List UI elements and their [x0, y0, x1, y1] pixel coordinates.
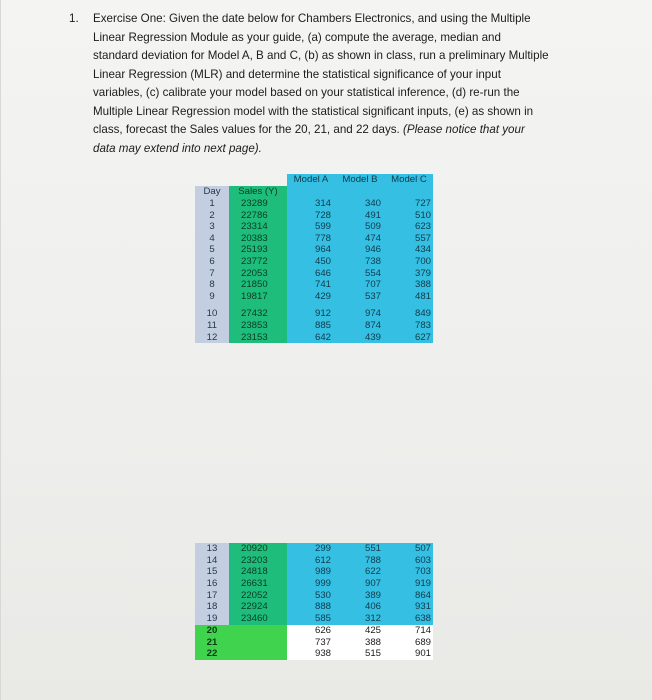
day-cell: 17 [195, 590, 229, 602]
sales-cell [229, 648, 287, 660]
sales-cell: 24818 [229, 566, 287, 578]
model-c-cell: 714 [385, 625, 433, 637]
model-a-cell: 778 [287, 233, 335, 245]
model-a-cell: 299 [287, 543, 335, 555]
model-a-cell: 530 [287, 590, 335, 602]
table-row [195, 332, 433, 344]
model-c-cell: 623 [385, 221, 433, 233]
day-cell: 6 [195, 256, 229, 268]
day-cell: 12 [195, 332, 229, 344]
table-row [195, 268, 433, 280]
model-c-cell: 931 [385, 601, 433, 613]
table-row [195, 601, 433, 613]
model-c-cell: 703 [385, 566, 433, 578]
day-cell: 9 [195, 291, 229, 303]
day-cell: 3 [195, 221, 229, 233]
model-c-cell: 557 [385, 233, 433, 245]
model-b-cell: 974 [335, 308, 385, 320]
sales-cell: 23460 [229, 613, 287, 625]
model-a-cell: 646 [287, 268, 335, 280]
question-number: 1. [69, 12, 79, 25]
question-note: (Please notice that your data may extend into next page). [93, 123, 525, 155]
forecast-row [195, 625, 433, 637]
sales-cell [229, 625, 287, 637]
day-cell: 2 [195, 210, 229, 222]
forecast-rows [195, 625, 433, 660]
model-a-cell: 626 [287, 625, 335, 637]
day-cell: 11 [195, 320, 229, 332]
model-a-cell: 599 [287, 221, 335, 233]
model-a-cell: 938 [287, 648, 335, 660]
data-table-page-2 [195, 543, 433, 660]
model-c-cell: 689 [385, 637, 433, 649]
sales-cell: 22786 [229, 210, 287, 222]
sales-cell: 20920 [229, 543, 287, 555]
model-b-cell: 946 [335, 244, 385, 256]
header-model-c: Model C [385, 174, 433, 198]
day-cell: 13 [195, 543, 229, 555]
model-c-cell: 379 [385, 268, 433, 280]
day-cell: 20 [195, 625, 229, 637]
model-b-cell: 551 [335, 543, 385, 555]
table-row [195, 244, 433, 256]
table-row [195, 590, 433, 602]
day-cell: 7 [195, 268, 229, 280]
table-row [195, 543, 433, 555]
model-a-cell: 885 [287, 320, 335, 332]
day-cell: 8 [195, 279, 229, 291]
model-a-cell: 612 [287, 555, 335, 567]
model-b-cell: 622 [335, 566, 385, 578]
day-cell: 5 [195, 244, 229, 256]
table-row [195, 555, 433, 567]
question-text [93, 10, 549, 158]
model-b-cell: 515 [335, 648, 385, 660]
day-cell: 10 [195, 308, 229, 320]
model-b-cell: 388 [335, 637, 385, 649]
model-a-cell: 989 [287, 566, 335, 578]
model-a-cell: 450 [287, 256, 335, 268]
table-row [195, 578, 433, 590]
model-b-cell: 788 [335, 555, 385, 567]
table-row [195, 221, 433, 233]
model-c-cell: 434 [385, 244, 433, 256]
sales-cell: 23289 [229, 198, 287, 210]
sales-cell: 27432 [229, 308, 287, 320]
model-c-cell: 603 [385, 555, 433, 567]
model-b-cell: 389 [335, 590, 385, 602]
model-a-cell: 728 [287, 210, 335, 222]
header-day: Day [195, 186, 229, 198]
model-b-cell: 738 [335, 256, 385, 268]
table-row [195, 279, 433, 291]
sales-cell: 23772 [229, 256, 287, 268]
model-c-cell: 783 [385, 320, 433, 332]
model-c-cell: 864 [385, 590, 433, 602]
sales-cell: 19817 [229, 291, 287, 303]
model-b-cell: 312 [335, 613, 385, 625]
sales-cell: 20383 [229, 233, 287, 245]
exercise-question [69, 10, 549, 158]
sales-cell: 25193 [229, 244, 287, 256]
model-c-cell: 849 [385, 308, 433, 320]
model-a-cell: 912 [287, 308, 335, 320]
model-c-cell: 700 [385, 256, 433, 268]
day-cell: 22 [195, 648, 229, 660]
question-body: Exercise One: Given the date below for Chambers Electronics, and using the Multiple Linear Regression Module as your guide, (a) compute the average, median and standard deviation for Model A, B and C, (b) as shown in class, run a preliminary Multiple Linear Regression (MLR) and determine the statistical significance of your input variables, (c) calibrate your model based on your statistical inference, (d) re-run the Multiple Linear Regression model with the statistical significant inputs, (e) as shown in class, forecast the Sales values for the 20, 21, and 22 days. [93, 12, 549, 136]
model-c-cell: 901 [385, 648, 433, 660]
model-a-cell: 888 [287, 601, 335, 613]
table-row [195, 210, 433, 222]
sales-cell: 23203 [229, 555, 287, 567]
table-row [195, 233, 433, 245]
sales-cell: 23853 [229, 320, 287, 332]
forecast-row [195, 637, 433, 649]
sales-cell: 22053 [229, 268, 287, 280]
day-cell: 16 [195, 578, 229, 590]
day-cell: 14 [195, 555, 229, 567]
table-row [195, 291, 433, 303]
model-c-cell: 510 [385, 210, 433, 222]
sales-cell: 26631 [229, 578, 287, 590]
table-body [195, 198, 433, 343]
model-b-cell: 474 [335, 233, 385, 245]
sales-cell: 23314 [229, 221, 287, 233]
model-b-cell: 425 [335, 625, 385, 637]
table-row [195, 308, 433, 320]
model-c-cell: 638 [385, 613, 433, 625]
data-table-page-1 [195, 174, 433, 343]
model-c-cell: 919 [385, 578, 433, 590]
model-c-cell: 507 [385, 543, 433, 555]
model-b-cell: 537 [335, 291, 385, 303]
model-c-cell: 481 [385, 291, 433, 303]
model-c-cell: 727 [385, 198, 433, 210]
model-b-cell: 707 [335, 279, 385, 291]
day-cell: 15 [195, 566, 229, 578]
model-a-cell: 429 [287, 291, 335, 303]
table-row [195, 320, 433, 332]
model-b-cell: 406 [335, 601, 385, 613]
model-b-cell: 439 [335, 332, 385, 344]
table-row [195, 613, 433, 625]
table-body-continued [195, 543, 433, 625]
table-row [195, 256, 433, 268]
day-cell: 1 [195, 198, 229, 210]
model-b-cell: 509 [335, 221, 385, 233]
table-row [195, 198, 433, 210]
sales-cell: 22052 [229, 590, 287, 602]
sales-cell: 23153 [229, 332, 287, 344]
model-b-cell: 554 [335, 268, 385, 280]
day-cell: 21 [195, 637, 229, 649]
table-row [195, 566, 433, 578]
model-c-cell: 627 [385, 332, 433, 344]
model-a-cell: 737 [287, 637, 335, 649]
header-model-a: Model A [287, 174, 335, 198]
header-sales: Sales (Y) [229, 186, 287, 198]
model-a-cell: 999 [287, 578, 335, 590]
sales-cell: 21850 [229, 279, 287, 291]
model-a-cell: 741 [287, 279, 335, 291]
model-a-cell: 585 [287, 613, 335, 625]
day-cell: 4 [195, 233, 229, 245]
sales-cell [229, 637, 287, 649]
day-cell: 19 [195, 613, 229, 625]
sales-cell: 22924 [229, 601, 287, 613]
model-a-cell: 964 [287, 244, 335, 256]
forecast-row [195, 648, 433, 660]
model-b-cell: 874 [335, 320, 385, 332]
table-header-row [195, 174, 433, 198]
day-cell: 18 [195, 601, 229, 613]
header-model-b: Model B [335, 174, 385, 198]
model-a-cell: 314 [287, 198, 335, 210]
model-b-cell: 907 [335, 578, 385, 590]
model-b-cell: 340 [335, 198, 385, 210]
model-b-cell: 491 [335, 210, 385, 222]
model-a-cell: 642 [287, 332, 335, 344]
model-c-cell: 388 [385, 279, 433, 291]
